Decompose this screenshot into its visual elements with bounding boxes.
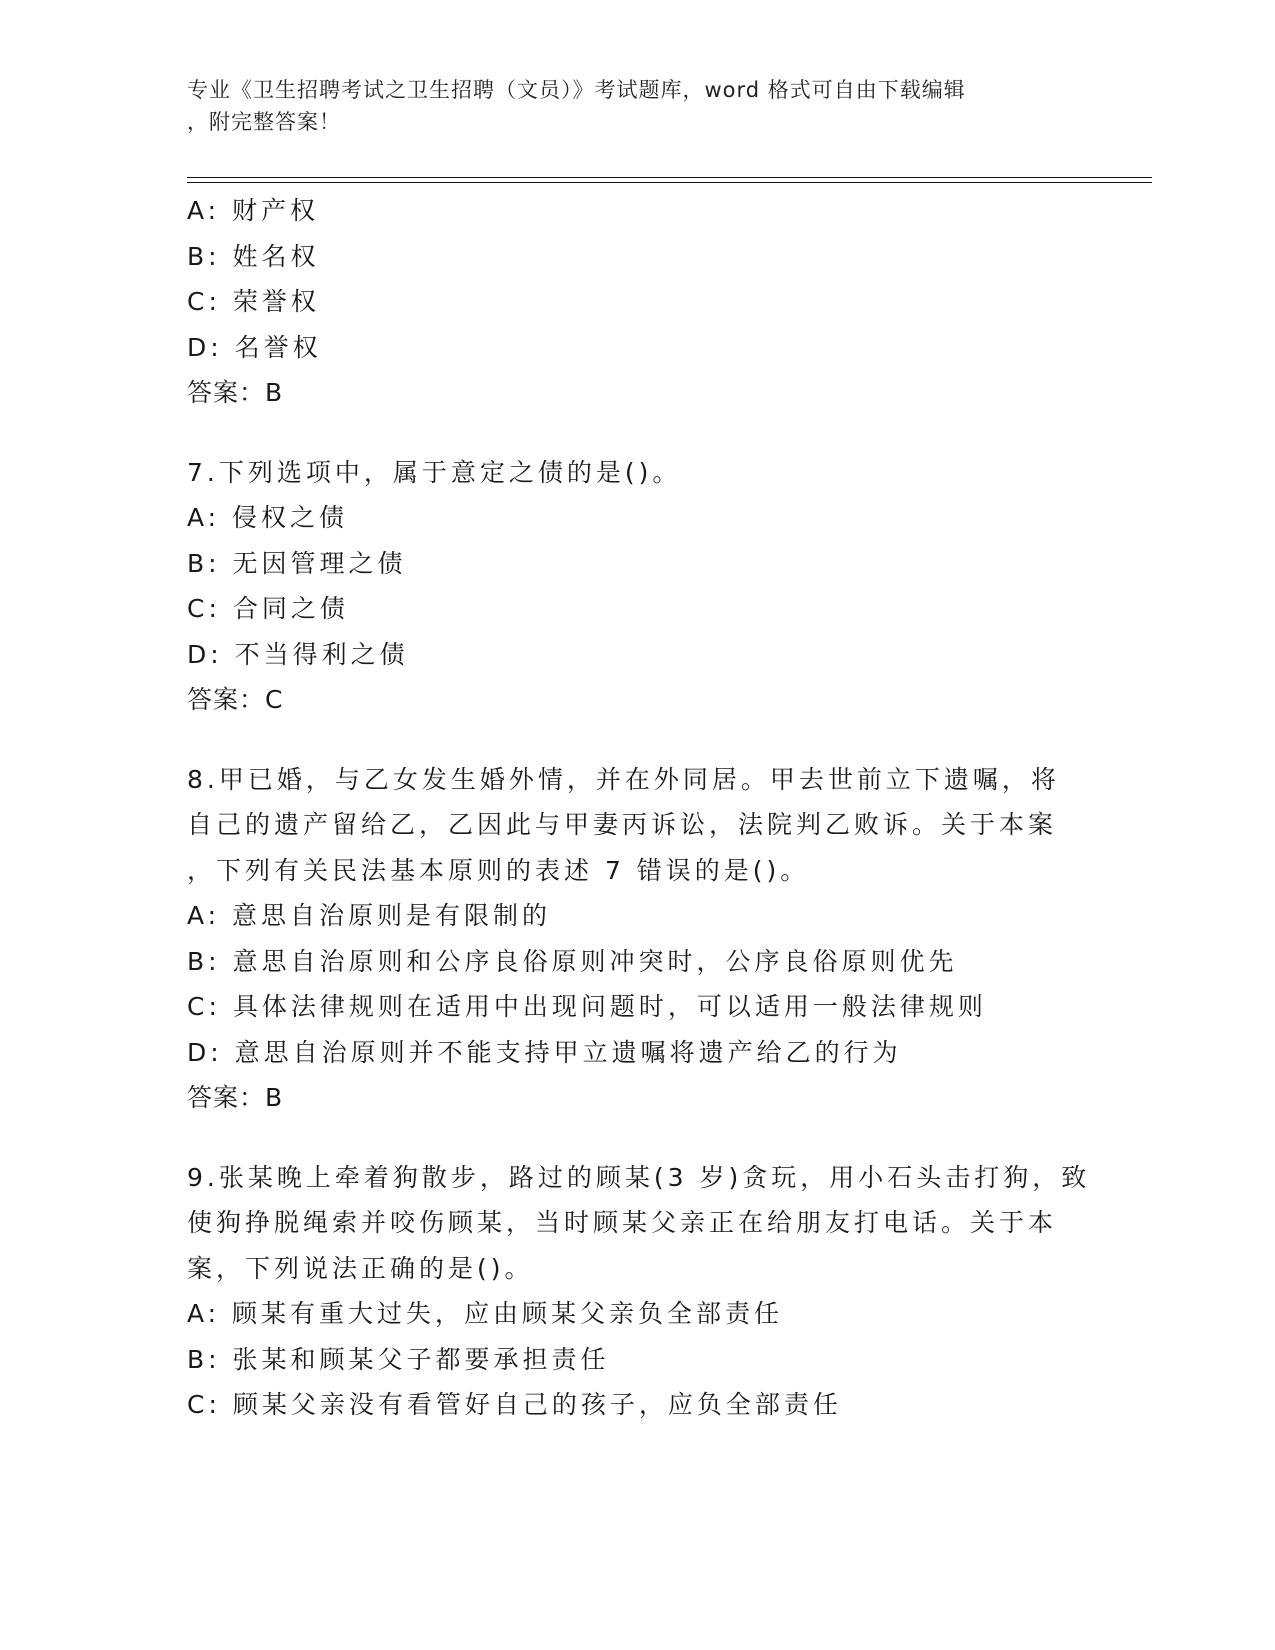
option-d: D: 意思自治原则并不能支持甲立遗嘱将遗产给乙的行为 xyxy=(187,1037,902,1067)
option-c: C: 顾某父亲没有看管好自己的孩子，应负全部责任 xyxy=(187,1390,842,1419)
answer: 答案：C xyxy=(187,685,284,714)
answer: 答案：B xyxy=(187,378,284,407)
option-b: B: 姓名权 xyxy=(187,241,320,271)
header-divider-bottom xyxy=(187,182,1152,183)
header-line-1: 专业《卫生招聘考试之卫生招聘（文员）》考试题库，word 格式可自由下载编辑 xyxy=(187,78,966,102)
question-9 xyxy=(187,1155,1091,1428)
spacer xyxy=(187,723,1087,757)
question-list xyxy=(187,188,1091,1428)
header-divider-top xyxy=(187,177,1152,178)
option-d: D: 不当得利之债 xyxy=(187,639,409,669)
option-a: A: 侵权之债 xyxy=(187,503,349,532)
answer: 答案：B xyxy=(187,1083,284,1112)
question-stem: 使狗挣脱绳索并咬伤顾某，当时顾某父亲正在给朋友打电话。关于本 xyxy=(187,1208,1058,1237)
question-6 xyxy=(187,188,1087,416)
spacer xyxy=(187,416,1087,450)
option-b: B: 意思自治原则和公序良俗原则冲突时，公序良俗原则优先 xyxy=(187,946,958,976)
spacer xyxy=(187,1121,1087,1155)
option-b: B: 无因管理之债 xyxy=(187,548,407,578)
option-a: A: 意思自治原则是有限制的 xyxy=(187,901,552,930)
option-c: C: 荣誉权 xyxy=(187,287,320,316)
question-stem: 8.甲已婚，与乙女发生婚外情，并在外同居。甲去世前立下遗嘱，将 xyxy=(187,764,1060,794)
option-b: B: 张某和顾某父子都要承担责任 xyxy=(187,1344,610,1374)
option-a: A: 财产权 xyxy=(187,196,320,225)
question-7 xyxy=(187,450,1087,723)
question-stem: 案，下列说法正确的是()。 xyxy=(187,1253,534,1283)
header-line-2: ，附完整答案！ xyxy=(187,110,341,134)
question-stem: 9.张某晚上牵着狗散步，路过的顾某(3 岁)贪玩，用小石头击打狗，致 xyxy=(187,1162,1091,1192)
option-d: D: 名誉权 xyxy=(187,332,322,362)
page-header xyxy=(187,74,1067,138)
question-stem: 7.下列选项中，属于意定之债的是()。 xyxy=(187,457,682,487)
option-c: C: 合同之债 xyxy=(187,594,349,623)
question-stem: 自己的遗产留给乙，乙因此与甲妻丙诉讼，法院判乙败诉。关于本案 xyxy=(187,810,1058,839)
option-c: C: 具体法律规则在适用中出现问题时，可以适用一般法律规则 xyxy=(187,992,987,1021)
question-stem: ，下列有关民法基本原则的表述 7 错误的是()。 xyxy=(187,855,810,885)
option-a: A: 顾某有重大过失，应由顾某父亲负全部责任 xyxy=(187,1299,784,1328)
question-8 xyxy=(187,757,1087,1121)
